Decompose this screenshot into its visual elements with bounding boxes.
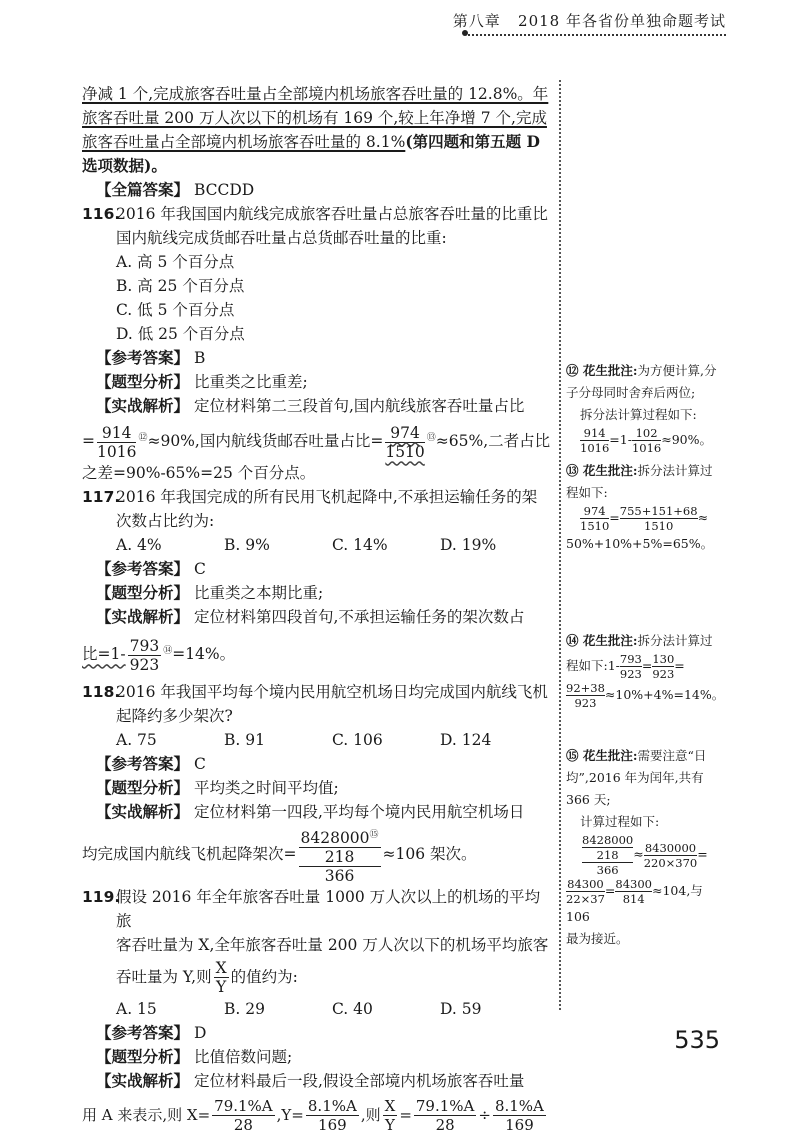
question-119 (82, 885, 554, 997)
question-text: 客吞吐量为 X,全年旅客吞吐量 200 万人次以下的机场平均旅客 (116, 935, 549, 954)
page-header (453, 10, 726, 31)
solution-label: 【实战解析】 (96, 397, 190, 415)
note-14: ⑭ 花生批注:拆分法计算过 程如下:1- $\frac{793}{923}$ = $\frac{130}{923}$ = $\frac{92+38}{923}$ ≈10%+4%=14%。 (566, 633, 725, 710)
answer-label: 【参考答案】 (96, 349, 190, 367)
note-text: 50%+10%+5%=65%。 (566, 536, 714, 551)
question-text: 2016 年我国国内航线完成旅客吞吐量占总旅客吞吐量的比重比 (116, 205, 548, 223)
header-rule (468, 34, 726, 36)
options-119 (116, 997, 554, 1021)
answer: C (193, 560, 206, 579)
note-text: 最为接近。 (566, 931, 629, 946)
type-text: 比重类之比重差; (193, 373, 308, 391)
solution-text: 均完成国内航线飞机起降架次= (82, 845, 297, 864)
question-number: 116. (82, 205, 121, 223)
type-label: 【题型分析】 (96, 779, 190, 798)
solution-text: 定位材料最后一段,假设全部境内机场旅客吞吐量 (193, 1071, 525, 1090)
solution-label: 【实战解析】 (96, 1071, 190, 1090)
compound-fraction: 8428000⑮ 218 366 (299, 826, 381, 885)
note-12: ⑫ 花生批注:为方便计算,分 子分母同时舍弃后两位; 拆分法计算过程如下: $\frac{914}{1016}$ =1- $\frac{102}{1016}$ ≈90%。 (566, 360, 726, 455)
solution-text: = (399, 1105, 412, 1124)
option-a: A. 15 (116, 999, 157, 1018)
option-a: A. 75 (116, 731, 157, 750)
chapter-title: 2018 年各省份单独命题考试 (518, 12, 726, 30)
solution-text: 用 A 来表示,则 X= (82, 1105, 211, 1124)
option-b: B. 高 25 个百分点 (116, 277, 245, 295)
question-text: 次数占比约为: (116, 512, 215, 531)
solution-text: ≈90%,国内航线货邮吞吐量占比= (147, 432, 384, 451)
note-text: 为方便计算,分 (637, 363, 717, 378)
intro-line4: 选项数据)。 (82, 156, 167, 175)
note-text: 366 天; (566, 792, 611, 807)
note-text: 子分母同时舍弃后两位; (566, 385, 696, 400)
full-answer: BCCDD (193, 181, 255, 199)
answer: D (193, 1023, 207, 1042)
answer: B (193, 349, 206, 367)
solution-text: 比=1- (82, 645, 126, 664)
option-d: D. 19% (440, 536, 497, 555)
fraction: $\frac{79.1\%A}{28}$ (415, 1097, 475, 1135)
note-15: ⑮ 花生批注:需要注意“日 均”,2016 年为闰年,共有 366 天; 计算过程如下: 8428000 218 366 ≈ $\frac{8430000}{220\times 370}$ = $\frac{84300}{22\times 37}$ = $\frac{84300}{814}$ ≈104,与 106 最为接近。 (566, 745, 726, 950)
question-number: 117. (82, 488, 121, 507)
question-text: 2016 年我国平均每个境内民用航空机场日均完成国内航线飞机 (116, 683, 548, 702)
intro-line3: 旅客吞吐量占全部境内机场旅客吞吐量的 8.1% (82, 133, 406, 151)
type-text: 平均类之时间平均值; (193, 779, 339, 798)
option-b: B. 9% (224, 536, 270, 555)
page-number: 535 (674, 1026, 720, 1054)
solution-text: ≈106 架次。 (382, 845, 477, 864)
option-d: D. 低 25 个百分点 (116, 325, 245, 343)
fraction: $\frac{974}{1510}$ (385, 423, 425, 461)
solution-label: 【实战解析】 (96, 608, 190, 627)
solution-text: ,Y= (276, 1105, 304, 1124)
solution-label: 【实战解析】 (96, 803, 190, 822)
options-117 (116, 533, 554, 557)
note-text: 拆分法计算过 (637, 633, 713, 648)
fraction: $\frac{X}{Y}$ (384, 1097, 396, 1135)
options-116 (116, 250, 554, 346)
note-text: 拆分法计算过程如下: (580, 407, 697, 422)
solution-text: 定位材料第一四段,平均每个境内民用航空机场日 (193, 803, 525, 822)
fraction: $\frac{914}{1016}$ (97, 423, 137, 461)
note-text: 需要注意“日 (637, 748, 707, 763)
option-d: D. 59 (440, 999, 482, 1018)
solution-text: 定位材料第四段首句,不承担运输任务的架次数占 (193, 608, 525, 627)
note-13: ⑬ 花生批注:拆分法计算过 程如下: $\frac{974}{1510}$ = $\frac{755+151+68}{1510}$ ≈ 50%+10%+5%=65%。 (566, 460, 726, 555)
solution-text: =14%。 (172, 645, 236, 664)
solution-text: ≈65%,二者占比 (435, 432, 551, 451)
answer-label: 【参考答案】 (96, 755, 190, 774)
question-text: 吞吐量为 Y,则 (116, 967, 212, 986)
note-label: ⑬ 花生批注: (566, 463, 638, 478)
type-label: 【题型分析】 (96, 584, 190, 603)
option-b: B. 91 (224, 731, 265, 750)
note-ref: ⑭ (163, 646, 173, 657)
fraction: $\frac{79.1\%A}{28}$ (214, 1097, 273, 1135)
question-118 (82, 680, 554, 728)
option-a: A. 4% (116, 536, 162, 555)
question-text: 的值约为: (230, 967, 298, 986)
type-label: 【题型分析】 (96, 1047, 190, 1066)
answer-label: 【参考答案】 (96, 1023, 190, 1042)
intro-line1: 净减 1 个,完成旅客吞吐量占全部境内机场旅客吞吐量的 12.8%。年 (82, 85, 549, 103)
question-text: 假设 2016 年全年旅客吞吐量 1000 万人次以上的机场的平均旅 (116, 887, 541, 930)
option-c: C. 14% (332, 536, 388, 555)
intro-line3-tail: (第四题和第五题 D (405, 132, 540, 151)
type-text: 比值倍数问题; (193, 1047, 293, 1066)
question-116 (82, 202, 554, 250)
question-text: 国内航线完成货邮吞吐量占总货邮吞吐量的比重: (116, 229, 447, 247)
options-118 (116, 728, 554, 752)
note-ref: ⑬ (426, 433, 436, 443)
column-divider (559, 80, 561, 1010)
option-d: D. 124 (440, 731, 492, 750)
question-text: 起降约多少架次? (116, 707, 233, 726)
question-number: 118. (82, 683, 121, 702)
type-text: 比重类之本期比重; (193, 584, 324, 603)
fraction: $\frac{X}{Y}$ (215, 959, 227, 997)
solution-text: ÷ (478, 1105, 491, 1124)
note-ref: ⑫ (138, 433, 148, 443)
option-a: A. 高 5 个百分点 (116, 253, 235, 271)
note-text: 均”,2016 年为闰年,共有 (566, 770, 704, 785)
type-label: 【题型分析】 (96, 373, 190, 391)
option-c: C. 40 (332, 999, 373, 1018)
option-b: B. 29 (224, 999, 265, 1018)
note-label: ⑫ 花生批注: (566, 363, 638, 378)
solution-text: ,则 (360, 1105, 381, 1124)
chapter-label: 第八章 (452, 12, 501, 30)
fraction: $\frac{8.1\%A}{169}$ (307, 1097, 357, 1135)
main-column: 净减 1 个,完成旅客吞吐量占全部境内机场旅客吞吐量的 12.8%。年 旅客吞吐量 200 万人次以下的机场有 169 个,较上年净增 7 个,完成 旅客吞吐量占全部境内机场旅客吞吐量的 8.1%(第四题和第五题 D 选项数据)。 【全篇答案】 BCCDD 116.2016 年我国国内航线完成旅客吞吐量占总旅客吞吐量的比重比 国内航线完成货邮吞吐量占总货邮吞吐量的比重: A. 高 5 个百分点 B. 高 25 个百分点 C. 低 5 个百分点 D. 低 25 个百分点 【参考答案】 B 【题型分析】 比重类之比重差; 【实战解析】 定位材料第二三段首句,国内航线旅客吞吐量占比 = $\frac{914}{1016}$ ⑫≈90%,国内航线货邮吞吐量占比= $\frac{974}{1510}$ ⑬≈65%,二者占比 之差=90%-65%=25 个百分点。 117.2016 年我国完成的所有民用飞机起降中,不承担运输任务的架 次数占比约为: A. 4% B. 9% C. 14% D. 19% 【参考答案】 C 【题型分析】 比重类之本期比重; 【实战解析】 定位材料第四段首句,不承担运输任务的架次数占 比=1- $\frac{793}{923}$ ⑭=14%。 118.2016 年我国平均每个境内民用航空机场日均完成国内航线飞机 起降约多少架次? A. 75 B. 91 C. 106 D. 124 【参考答案】 C 【题型分析】 平均类之时间平均值; 【实战解析】 定位材料第一四段,平均每个境内民用航空机场日 均完成国内航线飞机起降架次= 8428000⑮ 218 366 ≈106 架次。 119.假设 2016 年全年旅客吞吐量 1000 万人次以上的机场的平均旅 客吞吐量为 X,全年旅客吞吐量 200 万人次以下的机场平均旅客 吞吐量为 Y,则 $\frac{X}{Y}$ 的值约为: A. 15 B. 29 C. 40 D. 59 【参考答案】 D 【题型分析】 比值倍数问题; 【实战解析】 定位材料最后一段,假设全部境内机场旅客吞吐量 用 A 来表示,则 X= $\frac{79.1\%A}{28}$ ,Y= $\frac{8.1\%A}{169}$ ,则 $\frac{X}{Y}$ = $\frac{79.1\%A}{28}$ ÷ $\frac{8.1\%A}{169}$ (82, 82, 554, 1137)
note-label: ⑭ 花生批注: (566, 633, 638, 648)
note-text: 程如下: (566, 485, 608, 500)
solution-text: 定位材料第二三段首句,国内航线旅客吞吐量占比 (193, 397, 525, 415)
answer: C (193, 755, 206, 774)
fraction: $\frac{793}{923}$ (129, 636, 160, 674)
note-text: 拆分法计算过 (637, 463, 713, 478)
note-label: ⑮ 花生批注: (566, 748, 638, 763)
option-c: C. 106 (332, 731, 383, 750)
fraction: $\frac{8.1\%A}{169}$ (494, 1097, 544, 1135)
answer-label: 【参考答案】 (96, 560, 190, 579)
option-c: C. 低 5 个百分点 (116, 301, 235, 319)
intro-line2: 旅客吞吐量 200 万人次以下的机场有 169 个,较上年净增 7 个,完成 (82, 109, 547, 127)
note-text: 计算过程如下: (580, 814, 660, 829)
solution-text: 之差=90%-65%=25 个百分点。 (82, 464, 316, 483)
question-text: 2016 年我国完成的所有民用飞机起降中,不承担运输任务的架 (116, 488, 538, 507)
full-answer-label: 【全篇答案】 (96, 181, 190, 199)
question-117 (82, 485, 554, 533)
question-number: 119. (82, 887, 121, 906)
